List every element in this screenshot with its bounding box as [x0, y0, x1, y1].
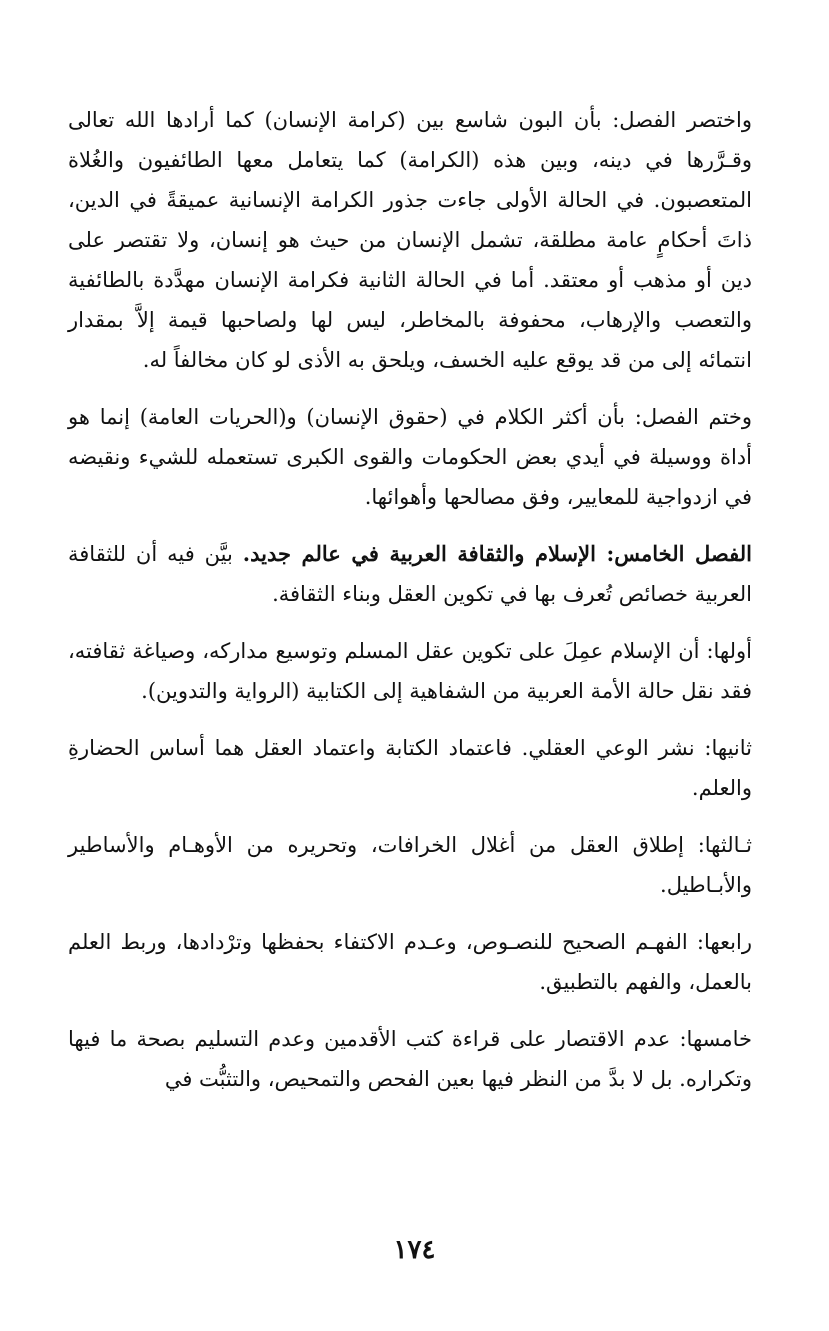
paragraph-text: ثـالثها: إطلاق العقل من أغلال الخرافات، وتحريره من الأوهـام والأساطير والأبـاطيل.: [68, 833, 752, 897]
paragraph-text: ثانيها: نشر الوعي العقلي. فاعتماد الكتابة واعتماد العقل هما أساس الحضارةِ والعلم.: [68, 736, 752, 800]
paragraph-text: وختم الفصل: بأن أكثر الكلام في (حقوق الإنسان) و(الحريات العامة) إنما هو أداة ووسيلة في أيدي بعض الحكومات والقوى الكبرى تستعمله للشيء ونقيضه في ازدواجية للمعايير، وفق مصالحها وأهوائها.: [68, 405, 752, 509]
paragraph-fifth-point: [68, 1019, 752, 1099]
paragraph-summary-dignity: [68, 100, 752, 380]
paragraph-text: بيَّن فيه أن للثقافة العربية خصائص تُعرف بها في تكوين العقل وبناء الثقافة.: [68, 542, 752, 606]
paragraph-first-point: [68, 631, 752, 711]
paragraph-fourth-point: [68, 922, 752, 1002]
paragraph-summary-rights: [68, 397, 752, 517]
paragraph-chapter-five: [68, 534, 752, 614]
chapter-heading: الفصل الخامس: الإسلام والثقافة العربية في عالم جديد.: [242, 541, 753, 566]
paragraph-text: رابعها: الفهـم الصحيح للنصـوص، وعـدم الاكتفاء بحفظها وترْدادها، وربط العلم بالعمل، والفهم بالتطبيق.: [68, 930, 752, 994]
page-number: ١٧٤: [393, 1235, 436, 1265]
page-body: [68, 100, 752, 1116]
paragraph-text: أولها: أن الإسلام عمِلَ على تكوين عقل المسلم وتوسيع مداركه، وصياغة ثقافته، فقد نقل حالة الأمة العربية من الشفاهية إلى الكتابية (الرواية والتدوين).: [68, 639, 752, 703]
paragraph-text: خامسها: عدم الاقتصار على قراءة كتب الأقدمين وعدم التسليم بصحة ما فيها وتكراره. بل لا بدَّ من النظر فيها بعين الفحص والتمحيص، والتثبُّت في: [68, 1027, 752, 1091]
paragraph-text: واختصر الفصل: بأن البون شاسع بين (كرامة الإنسان) كما أرادها الله تعالى وقـرَّرها في دينه، وبين هذه (الكرامة) كما يتعامل معها الطائفيون والغُلاة المتعصبون. في الحالة الأولى جاءت جذور الكرامة الإنسانية عميقةً في الدين، ذاتَ أحكامٍ عامة مطلقة، تشمل الإنسان من حيث هو إنسان، ولا تقتصر على دين أو مذهب أو معتقد. أما في الحالة الثانية فكرامة الإنسان مهدَّدة بالطائفية والتعصب والإرهاب، محفوفة بالمخاطر، ليس لها ولصاحبها قيمة إلاَّ بمقدار انتمائه إلى من قد يوقع عليه الخسف، ويلحق به الأذى لو كان مخالفاً له.: [68, 108, 752, 372]
paragraph-second-point: [68, 728, 752, 808]
paragraph-third-point: [68, 825, 752, 905]
